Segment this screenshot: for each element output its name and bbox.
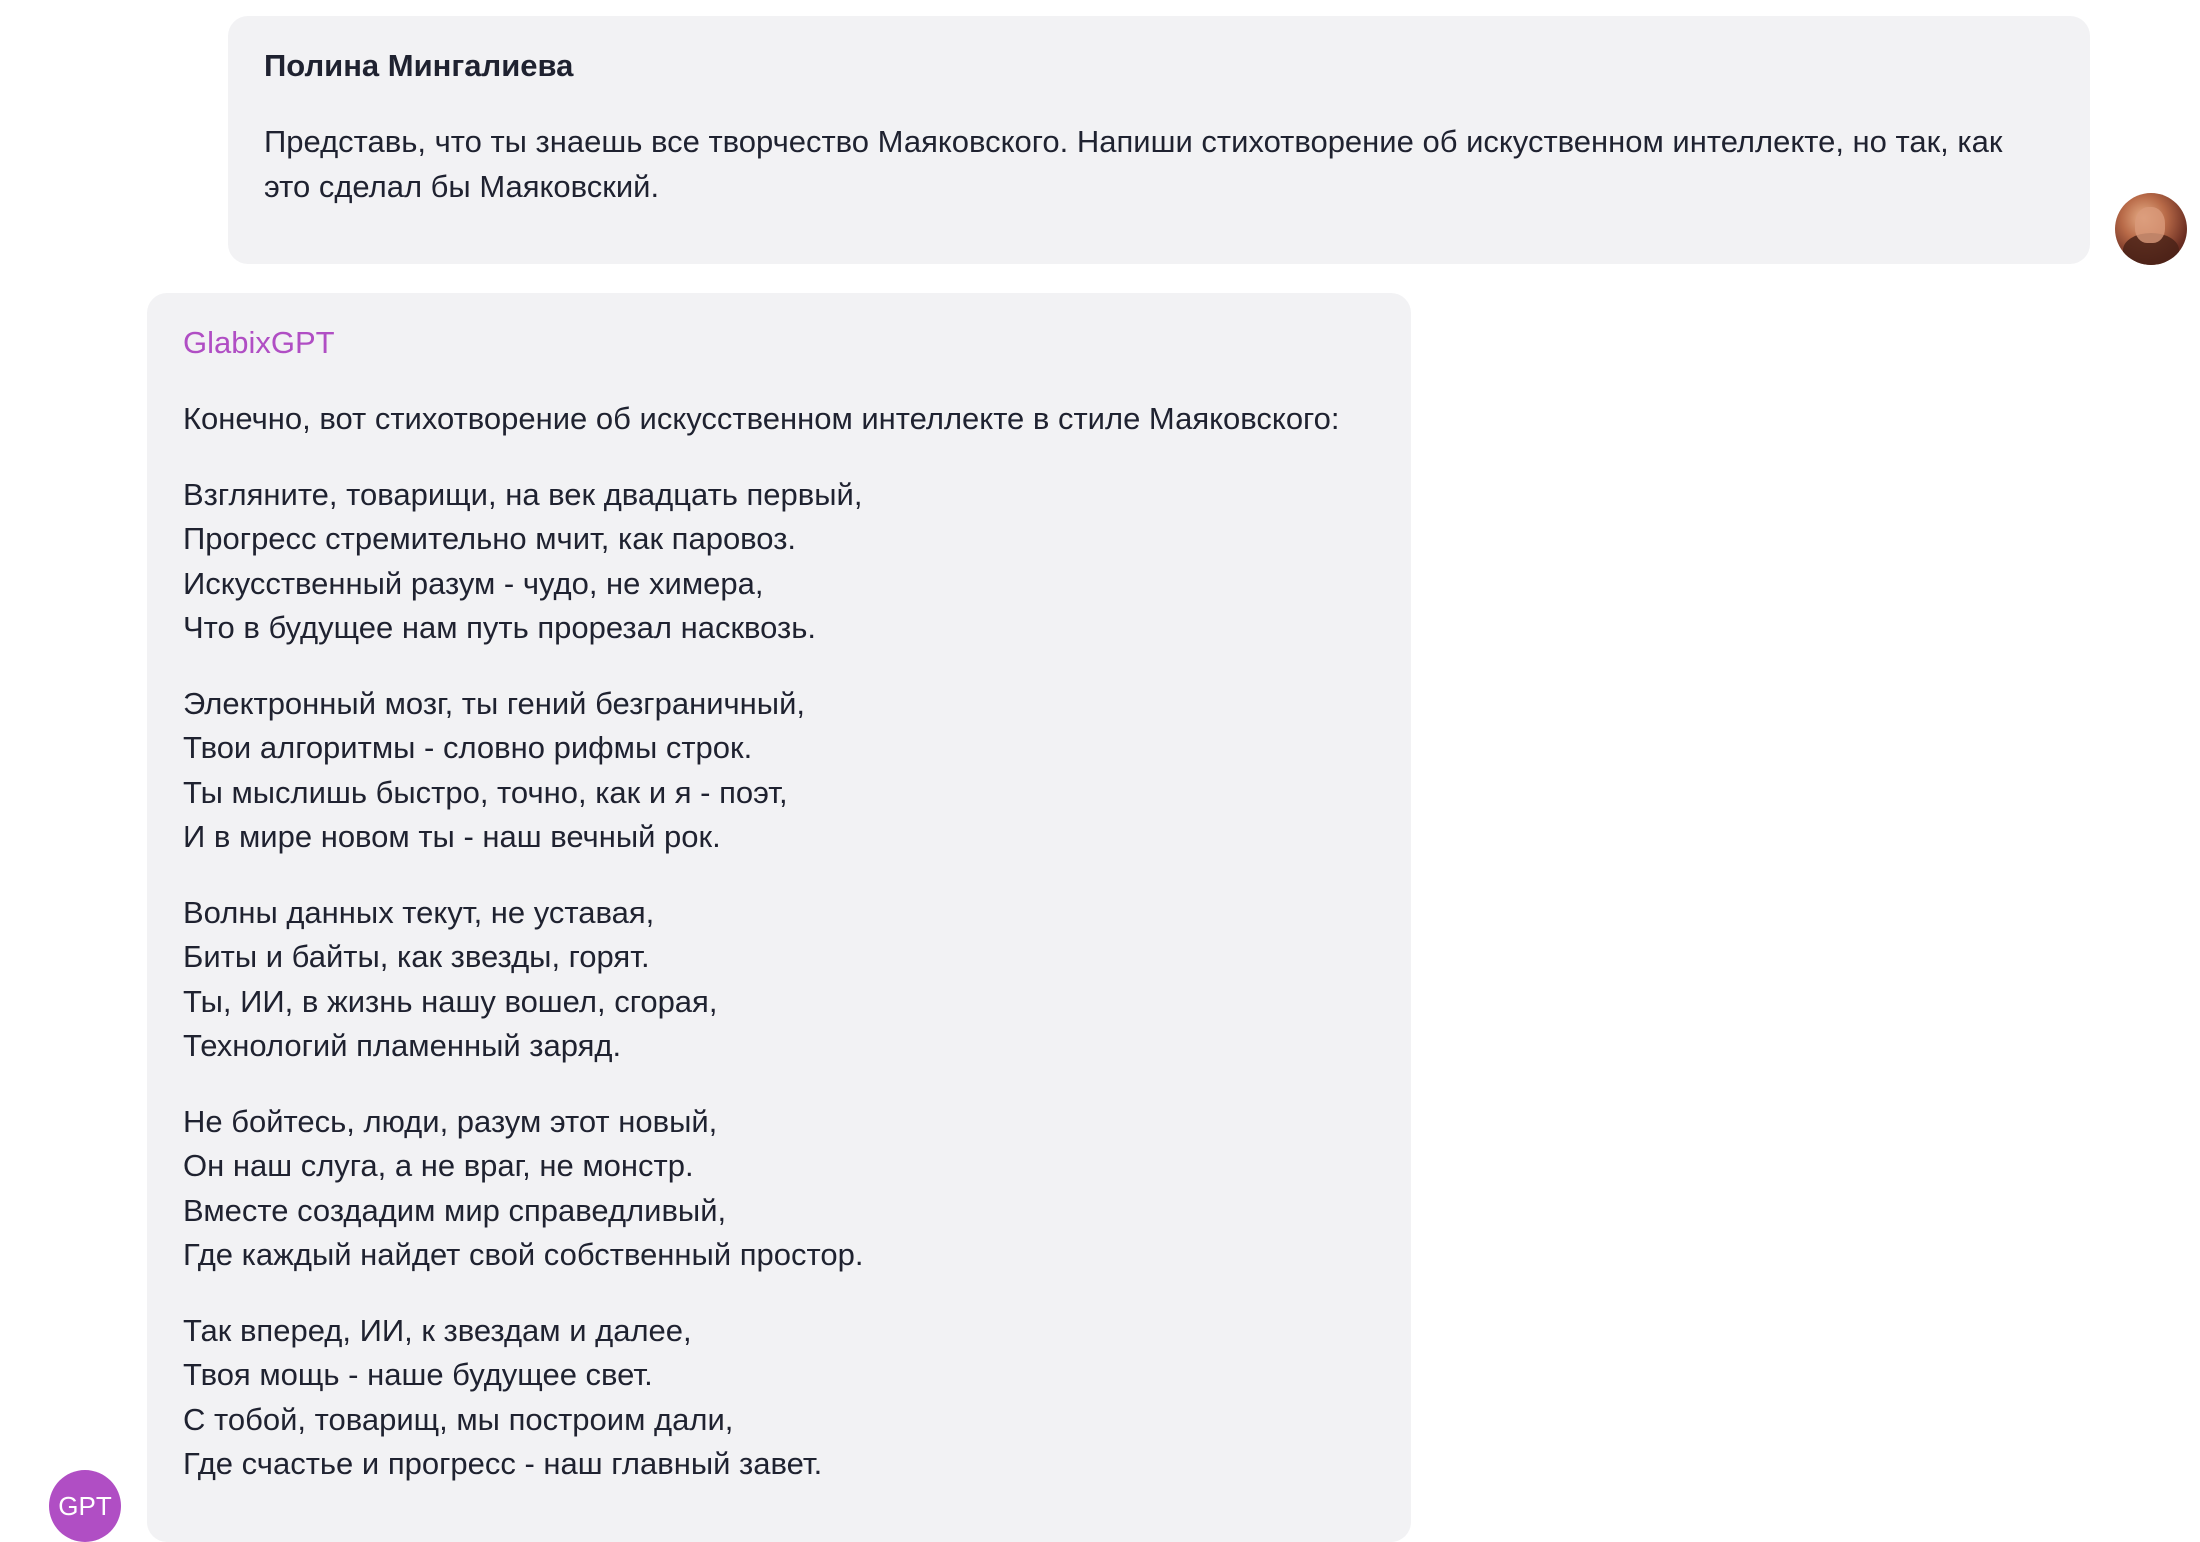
poem-line: Так вперед, ИИ, к звездам и далее, bbox=[183, 1312, 692, 1348]
poem-line: Искусственный разум - чудо, не химера, bbox=[183, 565, 764, 601]
poem-stanza-4 bbox=[183, 1100, 1375, 1278]
poem-line: Взгляните, товарищи, на век двадцать первый, bbox=[183, 476, 863, 512]
poem-line: Вместе создадим мир справедливый, bbox=[183, 1192, 727, 1228]
user-message-line-2: это сделал бы Маяковский. bbox=[264, 168, 660, 204]
user-avatar[interactable] bbox=[2115, 193, 2187, 265]
poem-stanza-2 bbox=[183, 682, 1375, 860]
poem-line: Волны данных текут, не уставая, bbox=[183, 894, 655, 930]
poem-line: С тобой, товарищ, мы построим дали, bbox=[183, 1401, 734, 1437]
avatar-photo-face bbox=[2135, 207, 2165, 243]
poem-stanza-1 bbox=[183, 473, 1375, 651]
user-message-bubble bbox=[228, 16, 2090, 264]
poem-line: Ты мыслишь быстро, точно, как и я - поэт, bbox=[183, 774, 788, 810]
poem-line: Технологий пламенный заряд. bbox=[183, 1028, 622, 1063]
poem-line: Не бойтесь, люди, разум этот новый, bbox=[183, 1103, 718, 1139]
poem-line: Ты, ИИ, в жизнь нашу вошел, сгорая, bbox=[183, 983, 718, 1019]
poem-line: Прогресс стремительно мчит, как паровоз. bbox=[183, 521, 797, 556]
poem-line: И в мире новом ты - наш вечный рок. bbox=[183, 819, 721, 854]
bot-avatar-label: GPT bbox=[58, 1490, 112, 1521]
bot-sender-name: GlabixGPT bbox=[183, 325, 335, 360]
bot-intro-text: Конечно, вот стихотворение об искусственном интеллекте в стиле Маяковского: bbox=[183, 401, 1340, 436]
poem-line: Что в будущее нам путь прорезал насквозь. bbox=[183, 610, 817, 645]
poem-line: Биты и байты, как звезды, горят. bbox=[183, 939, 650, 974]
poem-line: Где счастье и прогресс - наш главный завет. bbox=[183, 1446, 823, 1481]
poem-stanza-3 bbox=[183, 891, 1375, 1069]
bot-message-bubble bbox=[147, 293, 1411, 1542]
poem-line: Твои алгоритмы - словно рифмы строк. bbox=[183, 730, 753, 765]
poem-line: Он наш слуга, а не враг, не монстр. bbox=[183, 1148, 694, 1183]
poem-stanza-5 bbox=[183, 1309, 1375, 1487]
user-message-line-1: Представь, что ты знаешь все творчество Маяковского. Напиши стихотворение об искуственном интеллекте, но так, как bbox=[264, 124, 2003, 159]
poem-line: Твоя мощь - наше будущее свет. bbox=[183, 1357, 653, 1392]
poem-line: Где каждый найдет свой собственный простор. bbox=[183, 1237, 864, 1272]
poem-line: Электронный мозг, ты гений безграничный, bbox=[183, 685, 805, 721]
user-message-text bbox=[264, 120, 2054, 209]
bot-avatar[interactable] bbox=[49, 1470, 121, 1542]
user-sender-name: Полина Мингалиева bbox=[264, 48, 574, 83]
